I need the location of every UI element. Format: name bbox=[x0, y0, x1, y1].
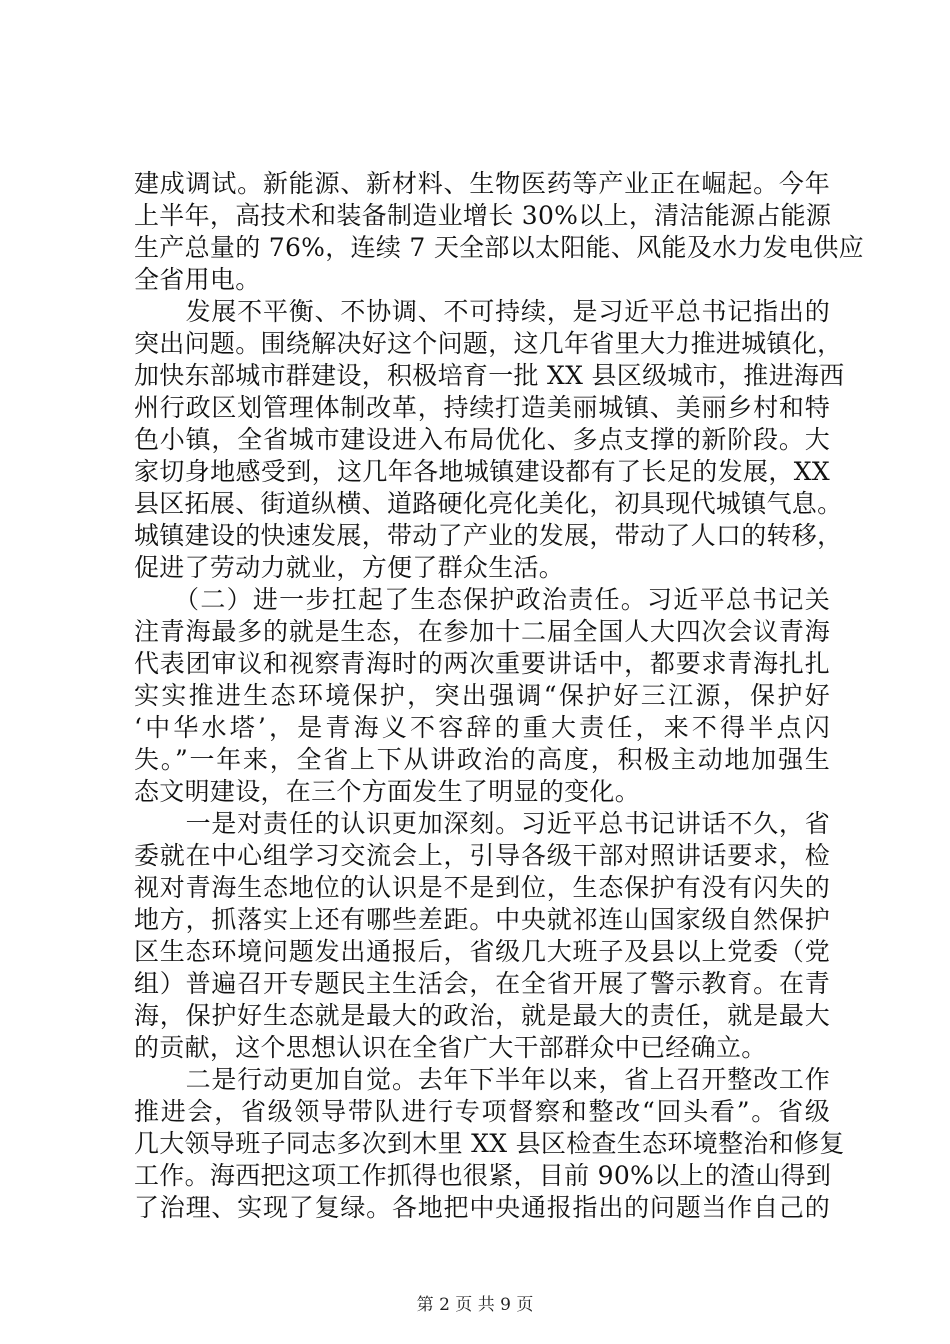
text-line: 推进会，省级领导带队进行专项督察和整改“回头看”。省级 bbox=[134, 1097, 830, 1126]
text-line: ‘中华水塔’，是青海义不容辞的重大责任，来不得半点闪 bbox=[134, 713, 830, 742]
text-line: 委就在中心组学习交流会上，引导各级干部对照讲话要求，检 bbox=[134, 841, 830, 870]
text-line: 促进了劳动力就业，方便了群众生活。 bbox=[134, 553, 565, 582]
paragraph bbox=[134, 296, 845, 584]
text-line: 注青海最多的就是生态，在参加十二届全国人大四次会议青海 bbox=[134, 617, 830, 646]
text-line: 生产总量的 76%，连续 7 天全部以太阳能、风能及水力发电供应 bbox=[134, 233, 864, 262]
text-line: 的贡献，这个思想认识在全省广大干部群众中已经确立。 bbox=[134, 1033, 767, 1062]
text-line: 上半年，高技术和装备制造业增长 30%以上，清洁能源占能源 bbox=[134, 201, 832, 230]
page-footer: 第 2 页 共 9 页 bbox=[416, 1295, 534, 1315]
text-line: 建成调试。新能源、新材料、生物医药等产业正在崛起。今年 bbox=[134, 169, 830, 198]
paragraph bbox=[134, 808, 830, 1064]
text-line: 组）普遍召开专题民主生活会，在全省开展了警示教育。在青 bbox=[134, 969, 830, 998]
text-line: 州行政区划管理体制改革，持续打造美丽城镇、美丽乡村和特 bbox=[134, 393, 830, 422]
text-line: 代表团审议和视察青海时的两次重要讲话中，都要求青海扎扎 bbox=[134, 649, 830, 678]
text-line: 加快东部城市群建设，积极培育一批 XX 县区级城市，推进海西 bbox=[134, 361, 845, 390]
document-body bbox=[134, 168, 864, 1224]
text-line: 海，保护好生态就是最大的政治，就是最大的责任，就是最大 bbox=[134, 1001, 830, 1030]
paragraph bbox=[134, 168, 864, 296]
text-line: （二）进一步扛起了生态保护政治责任。习近平总书记关 bbox=[134, 585, 830, 614]
text-line: 全省用电。 bbox=[134, 265, 261, 294]
text-line: 区生态环境问题发出通报后，省级几大班子及县以上党委（党 bbox=[134, 937, 830, 966]
text-line: 县区拓展、街道纵横、道路硬化亮化美化，初具现代城镇气息。 bbox=[134, 489, 843, 518]
text-line: 突出问题。围绕解决好这个问题，这几年省里大力推进城镇化， bbox=[134, 329, 843, 358]
text-line: 失。”一年来，全省上下从讲政治的高度，积极主动地加强生 bbox=[134, 745, 830, 774]
text-line: 地方，抓落实上还有哪些差距。中央就祁连山国家级自然保护 bbox=[134, 905, 830, 934]
text-line: 发展不平衡、不协调、不可持续，是习近平总书记指出的 bbox=[134, 297, 830, 326]
paragraph bbox=[134, 584, 830, 808]
text-line: 家切身地感受到，这几年各地城镇建设都有了长足的发展，XX bbox=[134, 457, 830, 486]
text-line: 城镇建设的快速发展，带动了产业的发展，带动了人口的转移， bbox=[134, 521, 843, 550]
paragraph bbox=[134, 1064, 845, 1224]
text-line: 态文明建设，在三个方面发生了明显的变化。 bbox=[134, 777, 641, 806]
text-line: 视对青海生态地位的认识是不是到位，生态保护有没有闪失的 bbox=[134, 873, 830, 902]
text-line: 实实推进生态环境保护，突出强调“保护好三江源，保护好 bbox=[134, 681, 830, 710]
text-line: 了治理、实现了复绿。各地把中央通报指出的问题当作自己的 bbox=[134, 1193, 830, 1222]
text-line: 工作。海西把这项工作抓得也很紧，目前 90%以上的渣山得到 bbox=[134, 1161, 832, 1190]
text-line: 几大领导班子同志多次到木里 XX 县区检查生态环境整治和修复 bbox=[134, 1129, 845, 1158]
text-line: 二是行动更加自觉。去年下半年以来，省上召开整改工作 bbox=[134, 1065, 830, 1094]
text-line: 色小镇，全省城市建设进入布局优化、多点支撑的新阶段。大 bbox=[134, 425, 830, 454]
text-line: 一是对责任的认识更加深刻。习近平总书记讲话不久，省 bbox=[134, 809, 830, 838]
